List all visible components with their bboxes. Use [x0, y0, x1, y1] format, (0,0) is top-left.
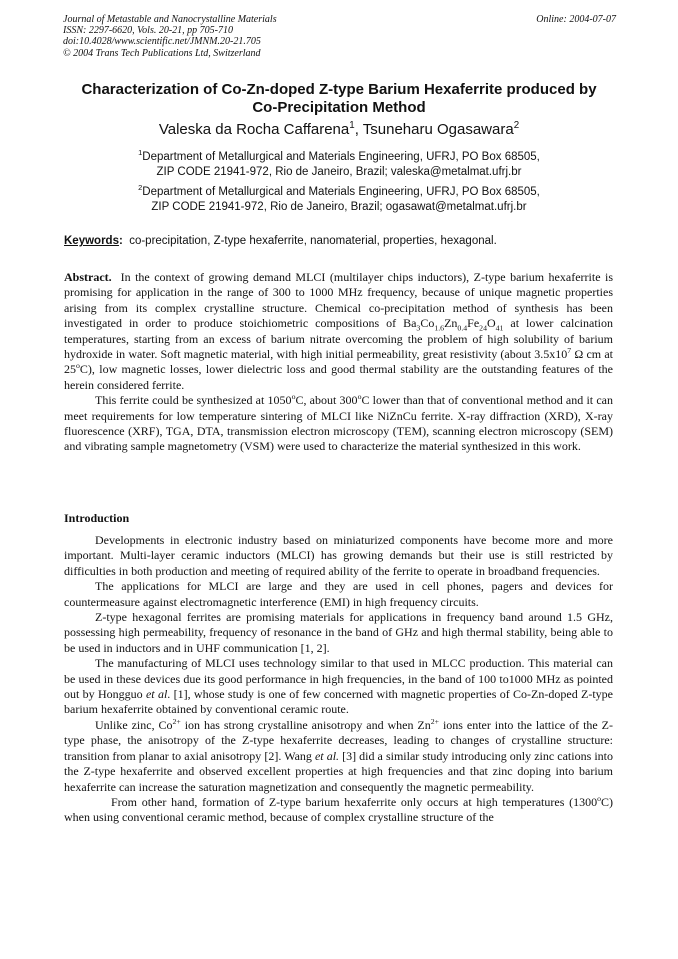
intro-paragraph-2: The applications for MLCI are large and they are used in cell phones, pagers and devices for countermeasure against electromagnetic interference (EMI) in high frequency circuits.: [64, 579, 613, 609]
author-separator: ,: [354, 121, 363, 138]
abstract-label: Abstract.: [64, 270, 112, 284]
abstract-paragraph-1: [64, 270, 613, 393]
formula-sub: 24: [479, 323, 487, 333]
abstract-text: at lower calcination temperatures, starting from an excess of barium nitrate overcoming the problem of high solubility of barium hydroxide in water. Soft magnetic material, with high initial permeability, great resistivity (about 3.5x10: [64, 316, 613, 362]
paper-title: [40, 81, 638, 117]
author-1-affiliation-mark: 1: [349, 120, 355, 131]
keywords-colon: :: [118, 235, 123, 247]
intro-paragraph-6: [64, 795, 613, 826]
author-2-affiliation-mark: 2: [513, 120, 520, 131]
affiliation-2-line-2: ZIP CODE 21941-972, Rio de Janeiro, Brazil; ogasawat@metalmat.ufrj.br: [151, 201, 527, 213]
intro-paragraph-5: [64, 718, 613, 795]
intro-text: [3] did a similar study introducing only zinc cations into the Z-type hexaferrite and observed excellent properties at high frequencies and that zinc doping into barium hexaferrite can increase the saturation magnetization and consequently the magnetic permeability.: [64, 748, 613, 794]
abstract-text: C, about 300: [295, 393, 358, 408]
formula-sub: 41: [495, 323, 504, 333]
intro-text: From other hand, formation of Z-type barium hexaferrite only occurs at high temperatures (1300: [111, 794, 598, 809]
keywords-label: Keywords: [64, 235, 119, 247]
title-line-1: Characterization of Co-Zn-doped Z-type Barium Hexaferrite produced by: [81, 81, 597, 98]
affiliation-1: [40, 150, 638, 180]
abstract-paragraph-2: [64, 393, 613, 455]
introduction-heading: Introduction: [64, 511, 130, 525]
intro-text: ion has strong crystalline anisotropy and when Zn: [180, 717, 431, 732]
introduction: [64, 533, 613, 826]
affiliation-1-line-1: Department of Metallurgical and Materials Engineering, UFRJ, PO Box 68505,: [142, 151, 540, 163]
author-1: Valeska da Rocha Caffarena: [158, 121, 350, 138]
intro-text: ions enter into the lattice of the Z-type phase, the anisotropy of the Z-type hexaferrite decreases, leading to changes of crystalline structure: transition from planar to axial anisotropy [2]. Wang: [64, 717, 613, 763]
degree-mark: o: [291, 392, 296, 402]
formula-element: O: [486, 316, 496, 331]
formula-element: Zn: [444, 316, 458, 331]
journal-doi: doi:10.4028/www.scientific.net/JMNM.20-21.705: [63, 36, 261, 48]
intro-paragraph-1: Developments in electronic industry based on miniaturized components have become more and more important. Multi-layer ceramic inductors (MLCI) has growing demands but their use is still restricted by difficulties in both production and meeting of required ability of the ferrite to operate in broadband frequencies.: [64, 533, 613, 578]
exponent: 7: [567, 346, 572, 356]
degree-mark: o: [357, 392, 362, 402]
intro-text: Unlike zinc, Co: [95, 717, 173, 732]
intro-paragraph-3: Z-type hexagonal ferrites are promising materials for applications in frequency band around 1.5 GHz, possessing high permeability, frequency of resonance in the band of GHz and high thermal stability, being able to be used in inductors and in UHF communication [1, 2].: [64, 610, 613, 655]
affiliation-1-line-2: ZIP CODE 21941-972, Rio de Janeiro, Brazil; valeska@metalmat.ufrj.br: [156, 166, 522, 178]
journal-header: [63, 14, 616, 59]
degree-mark: o: [76, 361, 80, 371]
et-al: et al.: [314, 748, 340, 763]
formula-element: Fe: [467, 316, 480, 331]
online-date: Online: 2004-07-07: [536, 14, 616, 25]
abstract-text: This ferrite could be synthesized at 1050: [95, 393, 292, 408]
ion-charge: 2+: [172, 716, 181, 726]
affiliation-1-mark: 1: [138, 148, 143, 158]
journal-issn: ISSN: 2297-6620, Vols. 20-21, pp 705-710: [63, 25, 233, 37]
author-list: [40, 121, 638, 139]
abstract-text: C lower than that of conventional method and it can meet requirements for low temperature sintering of MLCI like NiZnCu ferrite. X-ray diffraction (XRD), X-ray fluorescence (XRF), TGA, DTA, transmission electron microscopy (TEM), scanning electron microscopy (SEM) and vibrating sample magnetometry (VSM) were used to characterize the material synthesized in this work.: [64, 393, 613, 454]
title-line-2: Co-Precipitation Method: [252, 99, 426, 116]
intro-text: . [1], whose study is one of few concerned with magnetic properties of Co-Zn-doped Z-type barium hexaferrite obtained by conventional ceramic route.: [64, 687, 613, 717]
degree-mark: o: [597, 793, 601, 803]
intro-text: The manufacturing of MLCI uses technology similar to that used in MLCC production. This material can be used in these devices due its good performance in high frequencies, in the band of 100 to1000 MHz as pointed out by Hongguo: [64, 656, 613, 702]
intro-paragraph-4: [64, 656, 613, 718]
abstract-text: C), low magnetic losses, lower dielectric loss and good thermal stability are the outstanding features of the herein considered ferrite.: [64, 362, 613, 392]
affiliation-2-mark: 2: [138, 183, 143, 193]
et-al: et al: [145, 687, 168, 702]
ion-charge: 2+: [430, 716, 440, 726]
author-2: Tsuneharu Ogasawara: [362, 121, 514, 138]
formula-element: Co: [420, 316, 435, 331]
journal-copyright: © 2004 Trans Tech Publications Ltd, Switzerland: [63, 47, 261, 59]
formula-sub: 3: [416, 323, 421, 333]
journal-name: Journal of Metastable and Nanocrystalline Materials: [63, 14, 277, 25]
formula-sub: 0.4: [457, 323, 468, 333]
abstract-text: Ω cm at 25: [64, 347, 613, 377]
abstract: [64, 270, 613, 455]
abstract-text: In the context of growing demand MLCI (multilayer chips inductors), Z-type barium hexaferrite is promising for application in the range of 300 to 1000 MHz frequency, because of unique magnetic properties arising from its complex crystalline structure. Chemical co-precipitation method of synthesis has been investigated in order to produce stoichiometric compositions of Ba: [64, 270, 613, 331]
affiliation-2-line-1: Department of Metallurgical and Materials Engineering, UFRJ, PO Box 68505,: [142, 186, 540, 198]
formula-sub: 1.6: [434, 323, 445, 333]
keywords-text: co-precipitation, Z-type hexaferrite, nanomaterial, properties, hexagonal.: [129, 235, 497, 247]
keywords: [64, 234, 624, 249]
affiliation-2: [40, 185, 638, 215]
intro-text: C) when using conventional ceramic method, because of complex crystalline structure of the: [64, 794, 613, 825]
